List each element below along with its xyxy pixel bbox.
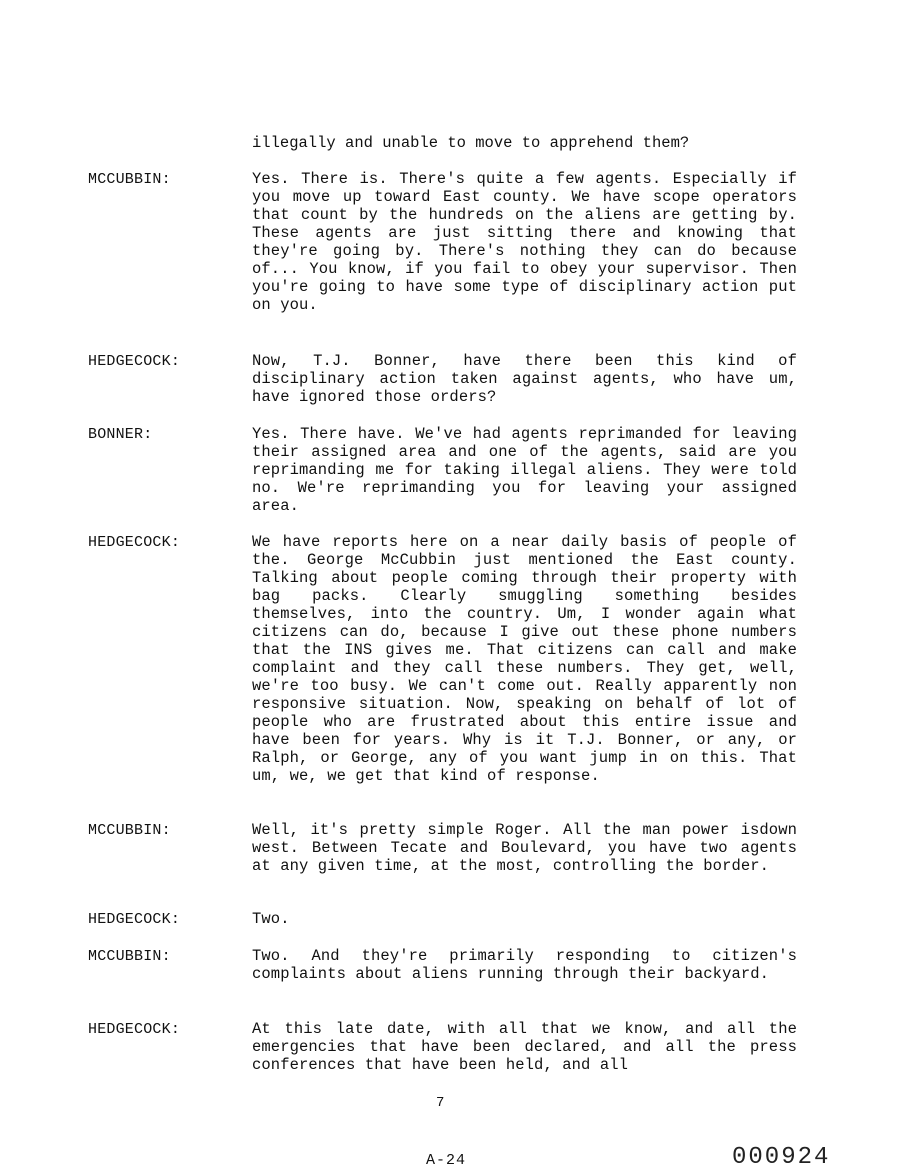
speech-text: Well, it's pretty simple Roger. All the man power isdown west. Between Tecate and Boulevard, you have two agents at any given time, at the most, controlling the border. [252, 821, 797, 875]
speaker-label: HEDGECOCK: [88, 911, 181, 928]
speech-text: We have reports here on a near daily basis of people of the. George McCubbin just mentioned the East county. Talking about people coming through their property with bag packs. Clearly smuggling something besides themselves, into the country. Um, I wonder again what citizens can do, because I give out these phone numbers that the INS gives me. That citizens can call and make complaint and they call these numbers. They get, well, we're too busy. We can't come out. Really apparently non responsive situation. Now, speaking on behalf of lot of people who are frustrated about this entire issue and have been for years. Why is it T.J. Bonner, or any, or Ralph, or George, any of you want jump in on this. That um, we, we get that kind of response. [252, 533, 797, 785]
speech-text: Two. [252, 910, 290, 928]
speaker-label: HEDGECOCK: [88, 353, 181, 370]
transcript-entry [88, 1020, 800, 1080]
exhibit-number: A-24 [426, 1152, 467, 1169]
transcript-entry [88, 947, 800, 1007]
transcript-entry [88, 170, 800, 340]
speaker-label: MCCUBBIN: [88, 171, 171, 188]
speech-text: Yes. There is. There's quite a few agents. Especially if you move up toward East county. We have scope operators that count by the hundreds on the aliens are getting by. These agents are just sitting there and knowing that they're going by. There's nothing they can do because of... You know, if you fail to obey your supervisor. Then you're going to have some type of disciplinary action put on you. [252, 170, 797, 314]
speaker-label: HEDGECOCK: [88, 534, 181, 551]
transcript-entry [88, 821, 800, 899]
page-number: 7 [436, 1095, 445, 1111]
speech-text: Yes. There have. We've had agents reprimanded for leaving their assigned area and one of the agents, said are you reprimanding me for taking illegal aliens. They were told no. We're reprimanding you for leaving your assigned area. [252, 425, 797, 515]
speaker-label: MCCUBBIN: [88, 948, 171, 965]
speech-text: Two. And they're primarily responding to citizen's complaints about aliens running through their backyard. [252, 947, 797, 983]
transcript-entry [88, 425, 800, 520]
transcript-entry [88, 910, 800, 932]
continuation-text: illegally and unable to move to apprehend them? [252, 134, 690, 152]
transcript-entry [88, 533, 800, 808]
bates-stamp: 000924 [732, 1144, 831, 1171]
speaker-label: HEDGECOCK: [88, 1021, 181, 1038]
speaker-label: MCCUBBIN: [88, 822, 171, 839]
speech-text: Now, T.J. Bonner, have there been this kind of disciplinary action taken against agents, who have um, have ignored those orders? [252, 352, 797, 406]
speech-text: At this late date, with all that we know, and all the emergencies that have been declared, and all the press conferences that have been held, and all [252, 1020, 797, 1074]
speaker-label: BONNER: [88, 426, 153, 443]
transcript-entry [88, 352, 800, 412]
